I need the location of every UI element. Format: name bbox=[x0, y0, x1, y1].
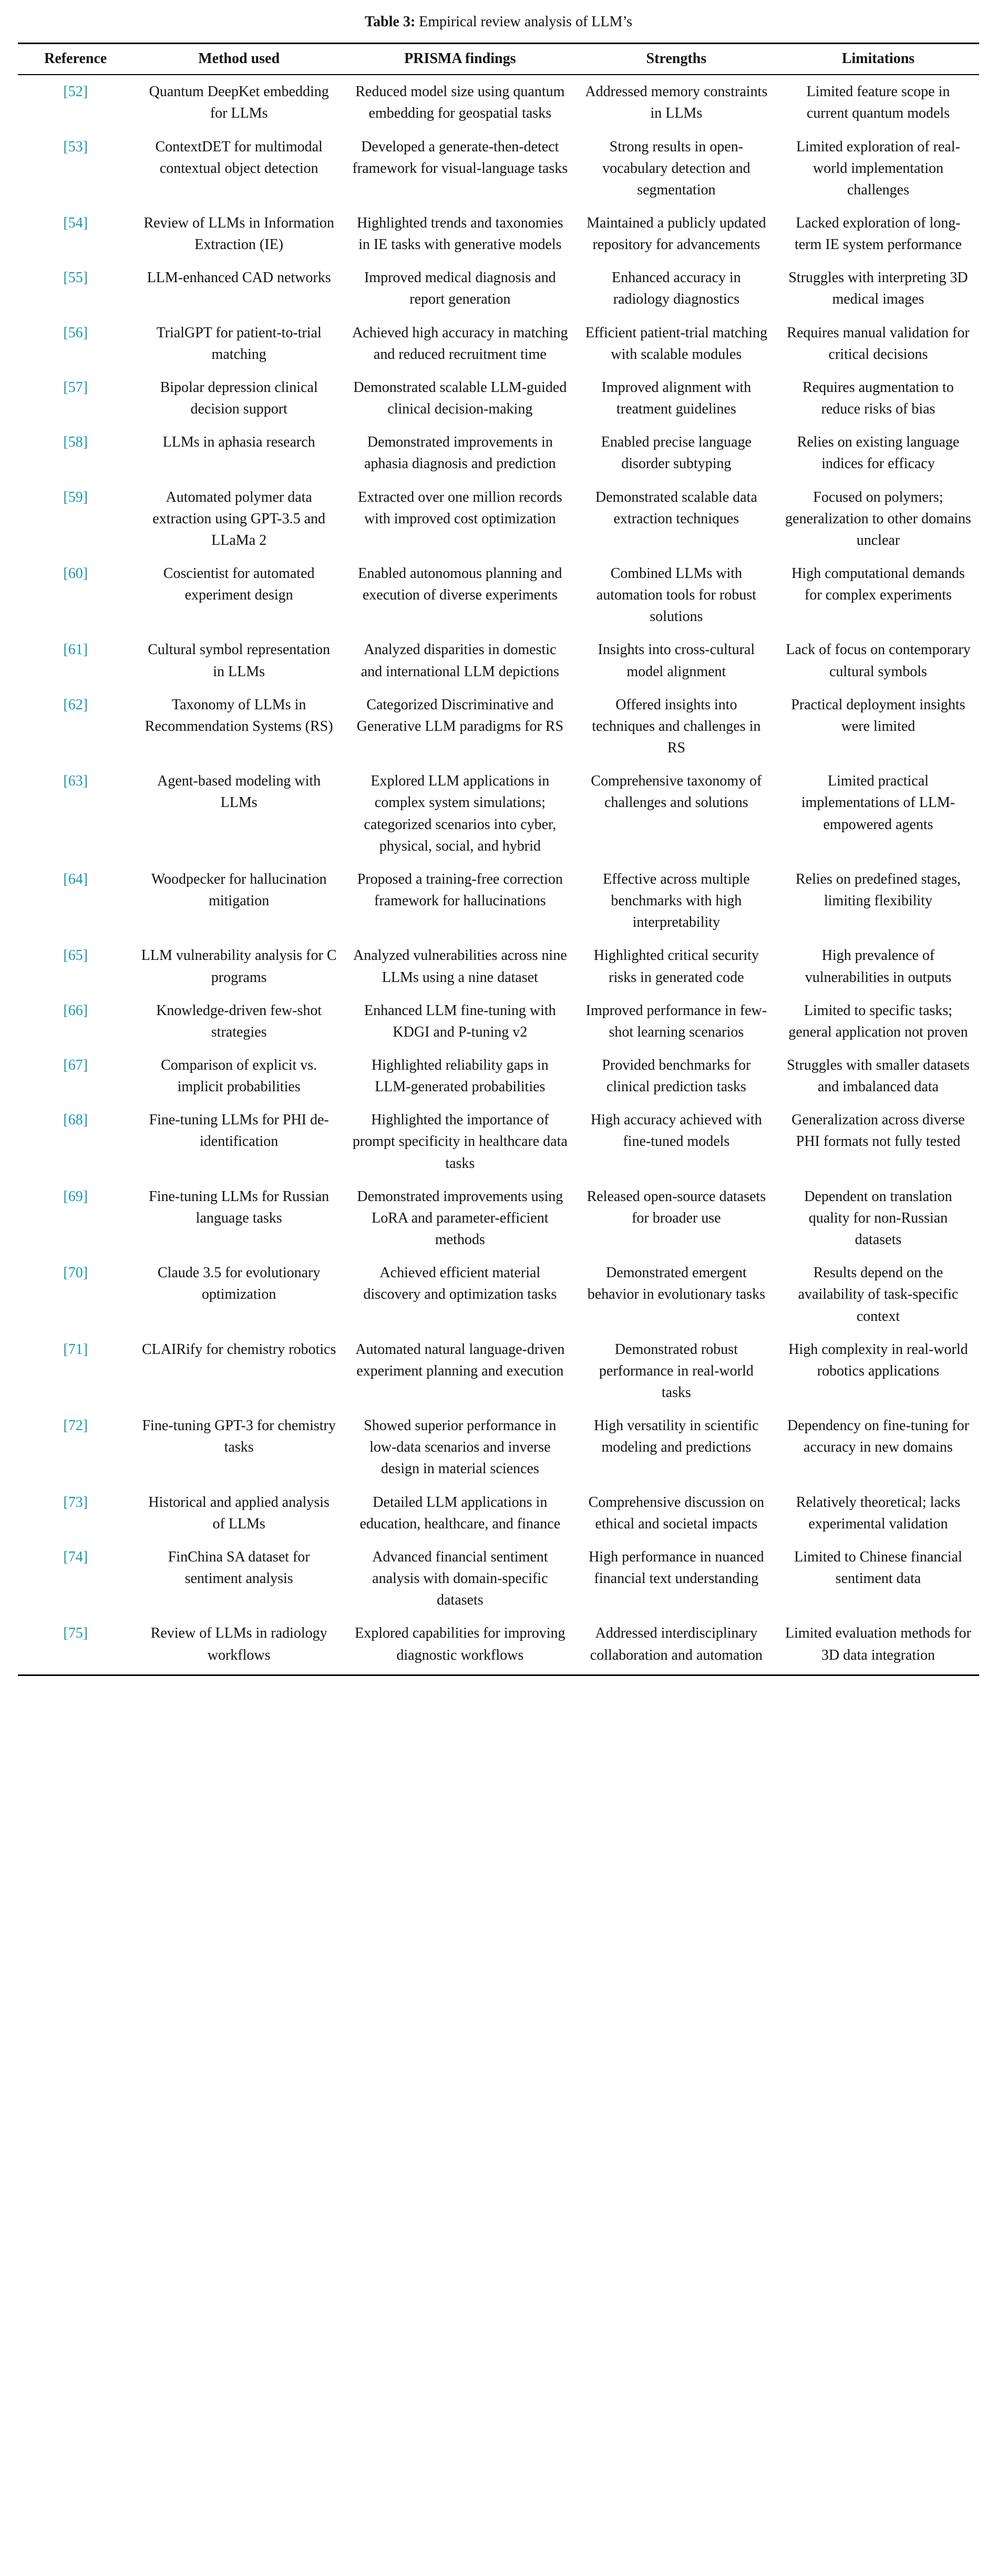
cell-strengths: Enhanced accuracy in radiology diagnostics bbox=[612, 270, 741, 308]
cell-strengths: Offered insights into techniques and challenges in RS bbox=[592, 696, 761, 757]
cell-reference bbox=[18, 863, 133, 939]
cell-prisma-findings: Proposed a training-free correction framework for hallucinations bbox=[357, 871, 563, 909]
cell-reference bbox=[18, 994, 133, 1049]
reference-link[interactable]: [61] bbox=[63, 642, 88, 658]
cell-strengths: Addressed memory constraints in LLMs bbox=[585, 84, 768, 122]
cell-prisma-findings: Categorized Discriminative and Generative LLM paradigms for RS bbox=[356, 696, 564, 734]
cell-limitations: Results depend on the availability of task-specific context bbox=[798, 1265, 959, 1325]
reference-link[interactable]: [74] bbox=[63, 1548, 88, 1565]
cell-prisma-findings: Automated natural language-driven experiment planning and execution bbox=[355, 1341, 565, 1379]
reference-link[interactable]: [72] bbox=[63, 1418, 88, 1434]
reference-link[interactable]: [68] bbox=[63, 1112, 88, 1129]
col-header-limitations: Limitations bbox=[777, 44, 979, 75]
cell-method: Automated polymer data extraction using GPT-3.5 and LLaMa 2 bbox=[152, 489, 325, 549]
table-row bbox=[18, 1103, 979, 1180]
cell-limitations: Limited to specific tasks; general application not proven bbox=[788, 1002, 968, 1040]
cell-prisma-findings: Demonstrated improvements in aphasia diagnosis and prediction bbox=[364, 434, 556, 472]
cell-method: Review of LLMs in Information Extraction (IE) bbox=[143, 214, 334, 253]
cell-reference bbox=[18, 764, 133, 863]
reference-link[interactable]: [66] bbox=[63, 1002, 88, 1019]
cell-method: Claude 3.5 for evolutionary optimization bbox=[157, 1265, 321, 1303]
cell-method: Coscientist for automated experiment design bbox=[163, 565, 315, 604]
cell-strengths: Efficient patient-trial matching with scalable modules bbox=[585, 324, 767, 363]
reference-link[interactable]: [73] bbox=[63, 1494, 88, 1511]
table-row bbox=[18, 481, 979, 557]
cell-prisma-findings: Explored LLM applications in complex system simulations; categorized scenarios into cyber, physical, social, and hybrid bbox=[364, 773, 557, 854]
reference-link[interactable]: [70] bbox=[63, 1265, 88, 1281]
cell-prisma-findings: Achieved efficient material discovery and optimization tasks bbox=[363, 1265, 557, 1303]
table-row bbox=[18, 1409, 979, 1485]
cell-limitations: Relatively theoretical; lacks experimental validation bbox=[796, 1494, 961, 1532]
reference-link[interactable]: [69] bbox=[63, 1188, 88, 1205]
cell-method: Woodpecker for hallucination mitigation bbox=[151, 871, 327, 909]
cell-prisma-findings: Advanced financial sentiment analysis with domain-specific datasets bbox=[372, 1548, 548, 1609]
table-row bbox=[18, 939, 979, 994]
cell-limitations: Struggles with interpreting 3D medical images bbox=[788, 270, 968, 308]
cell-strengths: Comprehensive taxonomy of challenges and solutions bbox=[591, 773, 762, 811]
cell-method: Fine-tuning LLMs for PHI de-identification bbox=[149, 1112, 329, 1150]
cell-prisma-findings: Extracted over one million records with improved cost optimization bbox=[357, 489, 562, 527]
cell-limitations: Limited to Chinese financial sentiment data bbox=[794, 1548, 962, 1587]
cell-reference bbox=[18, 426, 133, 480]
cell-limitations: Lacked exploration of long-term IE system performance bbox=[794, 214, 962, 253]
reference-link[interactable]: [57] bbox=[63, 379, 88, 396]
table-row bbox=[18, 206, 979, 261]
cell-limitations: Generalization across diverse PHI formats not fully tested bbox=[792, 1112, 965, 1150]
cell-strengths: Highlighted critical security risks in generated code bbox=[593, 947, 759, 986]
cell-limitations: Dependency on fine-tuning for accuracy in new domains bbox=[787, 1418, 969, 1456]
cell-strengths: High accuracy achieved with fine-tuned models bbox=[590, 1112, 762, 1150]
cell-reference bbox=[18, 939, 133, 994]
cell-prisma-findings: Highlighted the importance of prompt specificity in healthcare data tasks bbox=[352, 1112, 568, 1172]
table-row bbox=[18, 863, 979, 939]
cell-method: Historical and applied analysis of LLMs bbox=[148, 1494, 330, 1532]
cell-method: CLAIRify for chemistry robotics bbox=[141, 1341, 336, 1358]
reference-link[interactable]: [60] bbox=[63, 565, 88, 582]
cell-limitations: Practical deployment insights were limited bbox=[791, 696, 965, 734]
reference-link[interactable]: [65] bbox=[63, 947, 88, 964]
cell-limitations: Limited feature scope in current quantum models bbox=[806, 84, 950, 122]
cell-reference bbox=[18, 206, 133, 261]
cell-method: LLM vulnerability analysis for C programs bbox=[141, 947, 337, 986]
table-row bbox=[18, 633, 979, 688]
cell-method: Quantum DeepKet embedding for LLMs bbox=[149, 84, 329, 122]
cell-limitations: Limited practical implementations of LLM-empowered agents bbox=[801, 773, 955, 833]
table-row bbox=[18, 994, 979, 1049]
table-row bbox=[18, 261, 979, 316]
cell-prisma-findings: Achieved high accuracy in matching and reduced recruitment time bbox=[352, 324, 568, 363]
table-row bbox=[18, 371, 979, 426]
cell-prisma-findings: Highlighted reliability gaps in LLM-generated probabilities bbox=[371, 1057, 549, 1095]
cell-reference bbox=[18, 1540, 133, 1617]
cell-limitations: Struggles with smaller datasets and imbalanced data bbox=[787, 1057, 970, 1095]
table-row bbox=[18, 764, 979, 863]
cell-reference bbox=[18, 1180, 133, 1256]
cell-strengths: Provided benchmarks for clinical prediction tasks bbox=[602, 1057, 751, 1095]
cell-method: LLMs in aphasia research bbox=[162, 434, 315, 451]
cell-prisma-findings: Enhanced LLM fine-tuning with KDGI and P-tuning v2 bbox=[364, 1002, 556, 1040]
cell-limitations: High complexity in real-world robotics applications bbox=[788, 1341, 968, 1379]
cell-reference bbox=[18, 481, 133, 557]
table-row bbox=[18, 130, 979, 206]
cell-prisma-findings: Developed a generate-then-detect framework for visual-language tasks bbox=[352, 138, 568, 177]
reference-link[interactable]: [54] bbox=[63, 214, 88, 231]
cell-limitations: Focused on polymers; generalization to other domains unclear bbox=[785, 489, 971, 549]
cell-strengths: Combined LLMs with automation tools for robust solutions bbox=[596, 565, 756, 625]
table-row bbox=[18, 1333, 979, 1409]
cell-strengths: Demonstrated scalable data extraction techniques bbox=[595, 489, 757, 527]
col-header-method: Method used bbox=[133, 44, 344, 75]
cell-method: TrialGPT for patient-to-trial matching bbox=[156, 324, 322, 363]
col-header-reference: Reference bbox=[18, 44, 133, 75]
table-row bbox=[18, 1180, 979, 1256]
cell-method: Cultural symbol representation in LLMs bbox=[148, 642, 331, 680]
cell-prisma-findings: Enabled autonomous planning and execution of diverse experiments bbox=[358, 565, 562, 604]
cell-method: Fine-tuning LLMs for Russian language tasks bbox=[149, 1188, 330, 1226]
cell-reference bbox=[18, 1409, 133, 1485]
cell-strengths: Improved performance in few-shot learning scenarios bbox=[585, 1002, 767, 1040]
cell-method: Comparison of explicit vs. implicit probabilities bbox=[161, 1057, 317, 1095]
table-row bbox=[18, 688, 979, 764]
cell-strengths: Maintained a publicly updated repository for advancements bbox=[587, 214, 766, 253]
reference-link[interactable]: [58] bbox=[63, 434, 88, 451]
table-row bbox=[18, 316, 979, 371]
cell-limitations: Relies on existing language indices for efficacy bbox=[797, 434, 960, 472]
cell-limitations: Limited evaluation methods for 3D data integration bbox=[777, 1617, 979, 1675]
table-caption bbox=[18, 12, 979, 32]
cell-reference bbox=[18, 688, 133, 764]
cell-prisma-findings: Demonstrated scalable LLM-guided clinical decision-making bbox=[353, 379, 567, 418]
reference-link[interactable]: [52] bbox=[63, 84, 88, 100]
cell-reference bbox=[18, 1103, 133, 1180]
table-row bbox=[18, 1617, 979, 1675]
table-row bbox=[18, 1256, 979, 1332]
cell-reference bbox=[18, 1486, 133, 1540]
reference-link[interactable]: [64] bbox=[63, 871, 88, 887]
table-row bbox=[18, 1049, 979, 1103]
cell-strengths: Enabled precise language disorder subtyping bbox=[601, 434, 752, 472]
cell-strengths: High performance in nuanced financial text understanding bbox=[589, 1548, 764, 1587]
table-row bbox=[18, 426, 979, 480]
cell-prisma-findings: Explored capabilities for improving diagnostic workflows bbox=[345, 1617, 575, 1675]
reference-link[interactable]: [67] bbox=[63, 1057, 88, 1073]
cell-limitations: Dependent on translation quality for non-Russian datasets bbox=[804, 1188, 952, 1248]
cell-strengths: Improved alignment with treatment guidelines bbox=[601, 379, 752, 418]
cell-prisma-findings: Improved medical diagnosis and report generation bbox=[364, 270, 556, 308]
table-header bbox=[18, 44, 979, 75]
table-body bbox=[18, 75, 979, 1675]
cell-strengths: Released open-source datasets for broader use bbox=[587, 1188, 766, 1226]
cell-limitations: Relies on predefined stages, limiting flexibility bbox=[795, 871, 961, 909]
cell-reference bbox=[18, 1333, 133, 1409]
cell-strengths: Effective across multiple benchmarks with high interpretability bbox=[603, 871, 750, 931]
header-row bbox=[18, 44, 979, 75]
cell-method: FinChina SA dataset for sentiment analysis bbox=[168, 1548, 310, 1587]
cell-prisma-findings: Demonstrated improvements using LoRA and parameter-efficient methods bbox=[357, 1188, 563, 1248]
cell-reference bbox=[18, 316, 133, 371]
cell-method: Bipolar depression clinical decision support bbox=[160, 379, 318, 418]
cell-reference bbox=[18, 75, 133, 130]
reference-link[interactable]: [71] bbox=[63, 1341, 88, 1358]
reference-link[interactable]: [62] bbox=[63, 696, 88, 713]
cell-limitations: Limited exploration of real-world implementation challenges bbox=[796, 138, 960, 198]
cell-reference bbox=[18, 1256, 133, 1332]
cell-limitations: Lack of focus on contemporary cultural symbols bbox=[786, 642, 971, 680]
table-row bbox=[18, 75, 979, 130]
cell-limitations: High prevalence of vulnerabilities in outputs bbox=[805, 947, 952, 986]
reference-link[interactable]: [63] bbox=[63, 773, 88, 790]
cell-limitations: Requires manual validation for critical decisions bbox=[787, 324, 970, 363]
cell-method: Knowledge-driven few-shot strategies bbox=[156, 1002, 322, 1040]
reference-link[interactable]: [53] bbox=[63, 138, 88, 155]
table-caption-label: Table 3: bbox=[364, 14, 416, 30]
cell-method: Fine-tuning GPT-3 for chemistry tasks bbox=[142, 1418, 336, 1456]
cell-strengths: Insights into cross-cultural model alignment bbox=[598, 642, 755, 680]
cell-prisma-findings: Reduced model size using quantum embedding for geospatial tasks bbox=[355, 84, 565, 122]
cell-method: Taxonomy of LLMs in Recommendation Systems (RS) bbox=[145, 696, 333, 734]
cell-prisma-findings: Showed superior performance in low-data scenarios and inverse design in material sciences bbox=[364, 1418, 557, 1477]
reference-link[interactable]: [75] bbox=[63, 1625, 88, 1642]
col-header-strengths: Strengths bbox=[575, 44, 777, 75]
cell-strengths: Strong results in open-vocabulary detection and segmentation bbox=[602, 138, 751, 198]
reference-link[interactable]: [59] bbox=[63, 489, 88, 505]
empirical-review-table bbox=[18, 43, 979, 1676]
cell-reference bbox=[18, 371, 133, 426]
cell-method: ContextDET for multimodal contextual object detection bbox=[155, 138, 323, 177]
cell-prisma-findings: Detailed LLM applications in education, healthcare, and finance bbox=[359, 1494, 561, 1532]
cell-method: LLM-enhanced CAD networks bbox=[147, 270, 331, 286]
cell-reference bbox=[18, 633, 133, 688]
table-row bbox=[18, 557, 979, 633]
cell-limitations: High computational demands for complex experiments bbox=[792, 565, 965, 604]
cell-prisma-findings: Highlighted trends and taxonomies in IE tasks with generative models bbox=[356, 214, 563, 253]
col-header-prisma: PRISMA findings bbox=[345, 44, 575, 75]
cell-method: Review of LLMs in radiology workflows bbox=[133, 1617, 344, 1675]
cell-reference bbox=[18, 1049, 133, 1103]
cell-reference bbox=[18, 557, 133, 633]
cell-prisma-findings: Analyzed vulnerabilities across nine LLMs using a nine dataset bbox=[353, 947, 567, 986]
cell-strengths: Addressed interdisciplinary collaboration and automation bbox=[575, 1617, 777, 1675]
cell-prisma-findings: Analyzed disparities in domestic and international LLM depictions bbox=[361, 642, 559, 680]
table-row bbox=[18, 1540, 979, 1617]
cell-reference bbox=[18, 130, 133, 206]
cell-reference bbox=[18, 261, 133, 316]
reference-link[interactable]: [56] bbox=[63, 324, 88, 341]
cell-method: Agent-based modeling with LLMs bbox=[157, 773, 321, 811]
cell-reference bbox=[18, 1617, 133, 1675]
table-row bbox=[18, 1486, 979, 1540]
cell-strengths: High versatility in scientific modeling and predictions bbox=[594, 1418, 759, 1456]
cell-limitations: Requires augmentation to reduce risks of bias bbox=[803, 379, 954, 418]
cell-strengths: Demonstrated robust performance in real-world tasks bbox=[599, 1341, 754, 1401]
reference-link[interactable]: [55] bbox=[63, 270, 88, 286]
table-caption-text: Empirical review analysis of LLM’s bbox=[419, 14, 633, 30]
cell-strengths: Comprehensive discussion on ethical and societal impacts bbox=[588, 1494, 765, 1532]
cell-strengths: Demonstrated emergent behavior in evolutionary tasks bbox=[587, 1265, 765, 1303]
